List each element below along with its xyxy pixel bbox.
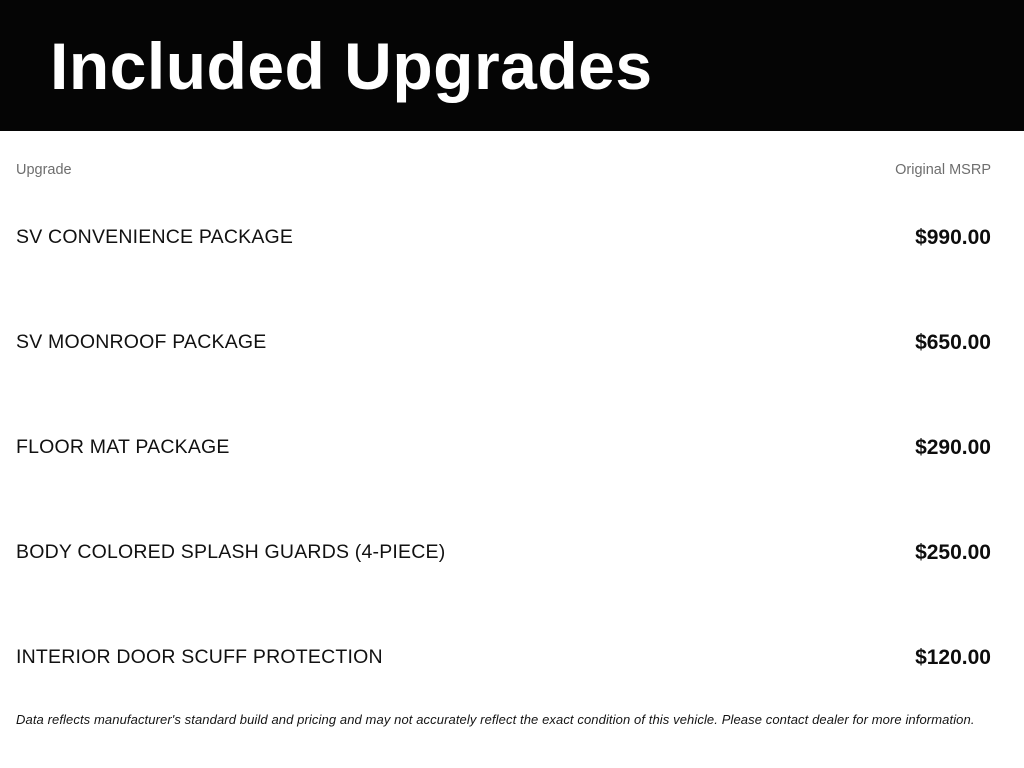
page-title: Included Upgrades xyxy=(50,28,653,103)
upgrade-price: $120.00 xyxy=(915,645,991,669)
upgrades-table xyxy=(0,131,1024,727)
upgrade-row xyxy=(16,500,991,605)
upgrade-name: BODY COLORED SPLASH GUARDS (4-PIECE) xyxy=(16,541,446,563)
upgrade-row xyxy=(16,395,991,500)
upgrade-row xyxy=(16,290,991,395)
upgrade-name: INTERIOR DOOR SCUFF PROTECTION xyxy=(16,646,383,668)
column-header-upgrade: Upgrade xyxy=(16,162,72,178)
upgrade-name: SV CONVENIENCE PACKAGE xyxy=(16,226,294,248)
table-column-headers xyxy=(16,159,991,181)
upgrade-price: $250.00 xyxy=(915,540,991,564)
disclaimer-text: Data reflects manufacturer's standard build and pricing and may not accurately reflect the exact condition of this vehicle. Please contact dealer for more information. xyxy=(16,712,975,727)
upgrade-row xyxy=(16,185,991,290)
header-bar xyxy=(0,0,1024,131)
upgrade-name: SV MOONROOF PACKAGE xyxy=(16,331,267,353)
upgrade-rows xyxy=(16,185,991,710)
upgrade-name: FLOOR MAT PACKAGE xyxy=(16,436,230,458)
upgrade-price: $650.00 xyxy=(915,330,991,354)
column-header-original-msrp: Original MSRP xyxy=(895,162,991,178)
upgrade-price: $990.00 xyxy=(915,225,991,249)
upgrade-price: $290.00 xyxy=(915,435,991,459)
upgrade-row xyxy=(16,605,991,710)
